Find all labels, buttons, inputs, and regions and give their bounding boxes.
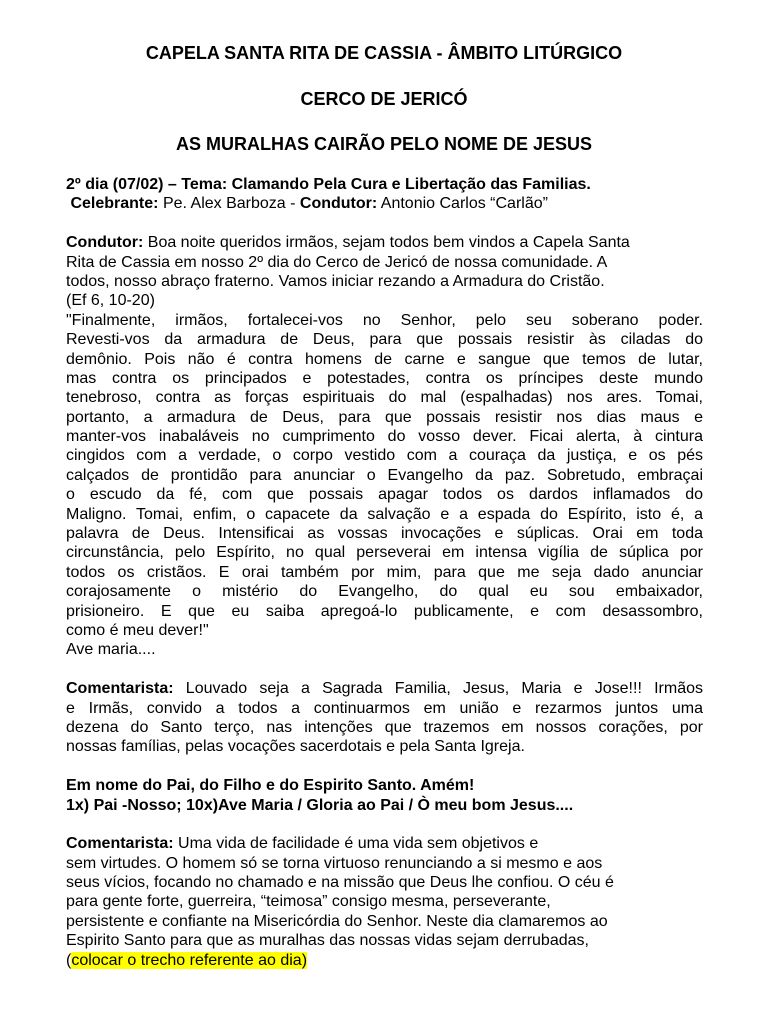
celebrant-line: Celebrante: Pe. Alex Barboza - Condutor: Antonio Carlos “Carlão” — [70, 195, 548, 213]
document-theme-title: AS MURALHAS CAIRÃO PELO NOME DE JESUS — [175, 134, 593, 154]
reading-line: demônio. Pois não é contra homens de carne e sangue que temos de lutar, — [66, 350, 703, 368]
reading-line: palavra de Deus. Intensificai as vossas invocações e súplicas. Orai em toda — [66, 525, 703, 543]
comentarista-paragraph-line: sem virtudes. O homem só se torna virtuoso renunciando a si mesmo e aos — [66, 854, 603, 872]
highlighted-instruction: colocar o trecho referente ao dia) — [71, 951, 308, 969]
document-subtitle: CERCO DE JERICÓ — [300, 89, 468, 109]
comentarista-paragraph-line: Comentarista: Louvado seja a Sagrada Familia, Jesus, Maria e Jose!!! Irmãos — [66, 680, 704, 698]
condutor-paragraph-line: Rita de Cassia em nosso 2º dia do Cerco de Jericó de nossa comunidade. A — [66, 253, 608, 271]
reading-line: calçados de prontidão para anunciar o Evangelho da paz. Sobretudo, embraçai — [66, 466, 703, 484]
day-theme-line: 2º dia (07/02) – Tema: Clamando Pela Cura e Libertação das Familias. — [66, 176, 591, 193]
condutor-paragraph-line: Condutor: Boa noite queridos irmãos, sejam todos bem vindos a Capela Santa — [66, 234, 630, 252]
reading-line: o escudo da fé, com que possais apagar todos os dardos inflamados do — [66, 486, 703, 504]
comentarista-paragraph-line: seus vícios, focando no chamado e na missão que Deus lhe confiou. O céu é — [66, 874, 614, 892]
ave-maria-line: Ave maria.... — [66, 641, 156, 659]
reading-line: como é meu dever!" — [66, 621, 209, 639]
comentarista-paragraph-line: persistente e confiante na Misericórdia do Senhor. Neste dia clamaremos ao — [66, 912, 608, 930]
reading-line: "Finalmente, irmãos, fortalecei-vos no Senhor, pelo seu soberano poder. — [66, 311, 703, 329]
reading-line: circunstância, pelo Espírito, no qual perseverai em intensa vigília de súplica por — [66, 544, 703, 562]
prayer-line: 1x) Pai -Nosso; 10x)Ave Maria / Gloria ao Pai / Ò meu bom Jesus.... — [66, 796, 574, 814]
highlighted-instruction-line: (colocar o trecho referente ao dia) — [66, 951, 308, 969]
condutor-paragraph-line: todos, nosso abraço fraterno. Vamos iniciar rezando a Armadura do Cristão. — [66, 272, 605, 290]
reading-line: portanto, a armadura de Deus, para que possais resistir nos dias maus e — [66, 408, 703, 426]
comentarista-paragraph-line: Comentarista: Uma vida de facilidade é uma vida sem objetivos e — [66, 835, 539, 853]
prayer-line: Em nome do Pai, do Filho e do Espirito Santo. Amém! — [66, 777, 475, 795]
comentarista-paragraph-line: para gente forte, guerreira, “teimosa” consigo mesma, perseverante, — [66, 893, 551, 911]
reading-line: Maligno. Tomai, enfim, o capacete da salvação e a espada do Espírito, isto é, a — [66, 505, 703, 523]
comentarista-paragraph-line: dezena do Santo terço, nas intenções que trazemos em nossos corações, por — [66, 718, 703, 736]
comentarista-paragraph-line: Espirito Santo para que as muralhas das nossas vidas sejam derrubadas, — [66, 932, 589, 950]
reading-line: Revesti-vos da armadura de Deus, para que possais resistir às ciladas do — [66, 331, 703, 349]
reading-line: mas contra os principados e potestades, contra os príncipes deste mundo — [66, 369, 703, 387]
scripture-reference: (Ef 6, 10-20) — [66, 292, 155, 310]
reading-line: todos os cristãos. E orai também por mim, para que me seja dado anunciar — [66, 563, 703, 581]
reading-line: cingidos com a verdade, o corpo vestido com a couraça da justiça, e os pés — [66, 447, 703, 465]
comentarista-paragraph-line: e Irmãs, convido a todos a continuarmos em união e rezarmos juntos uma — [66, 699, 703, 717]
reading-line: prisioneiro. E que eu saiba apregoá-lo publicamente, e com desassombro, — [66, 602, 703, 620]
document-title: CAPELA SANTA RITA DE CASSIA - ÂMBITO LITÚRGICO — [145, 43, 623, 63]
comentarista-paragraph-line: nossas famílias, pelas vocações sacerdotais e pela Santa Igreja. — [66, 738, 525, 756]
reading-line: corajosamente o mistério do Evangelho, do qual eu sou embaixador, — [66, 583, 703, 601]
reading-line: manter-vos inabaláveis no cumprimento do vosso dever. Ficai alerta, à cintura — [66, 428, 703, 446]
reading-line: tenebroso, contra as forças espirituais do mal (espalhadas) nos ares. Tomai, — [66, 389, 703, 407]
document-body — [66, 175, 703, 970]
